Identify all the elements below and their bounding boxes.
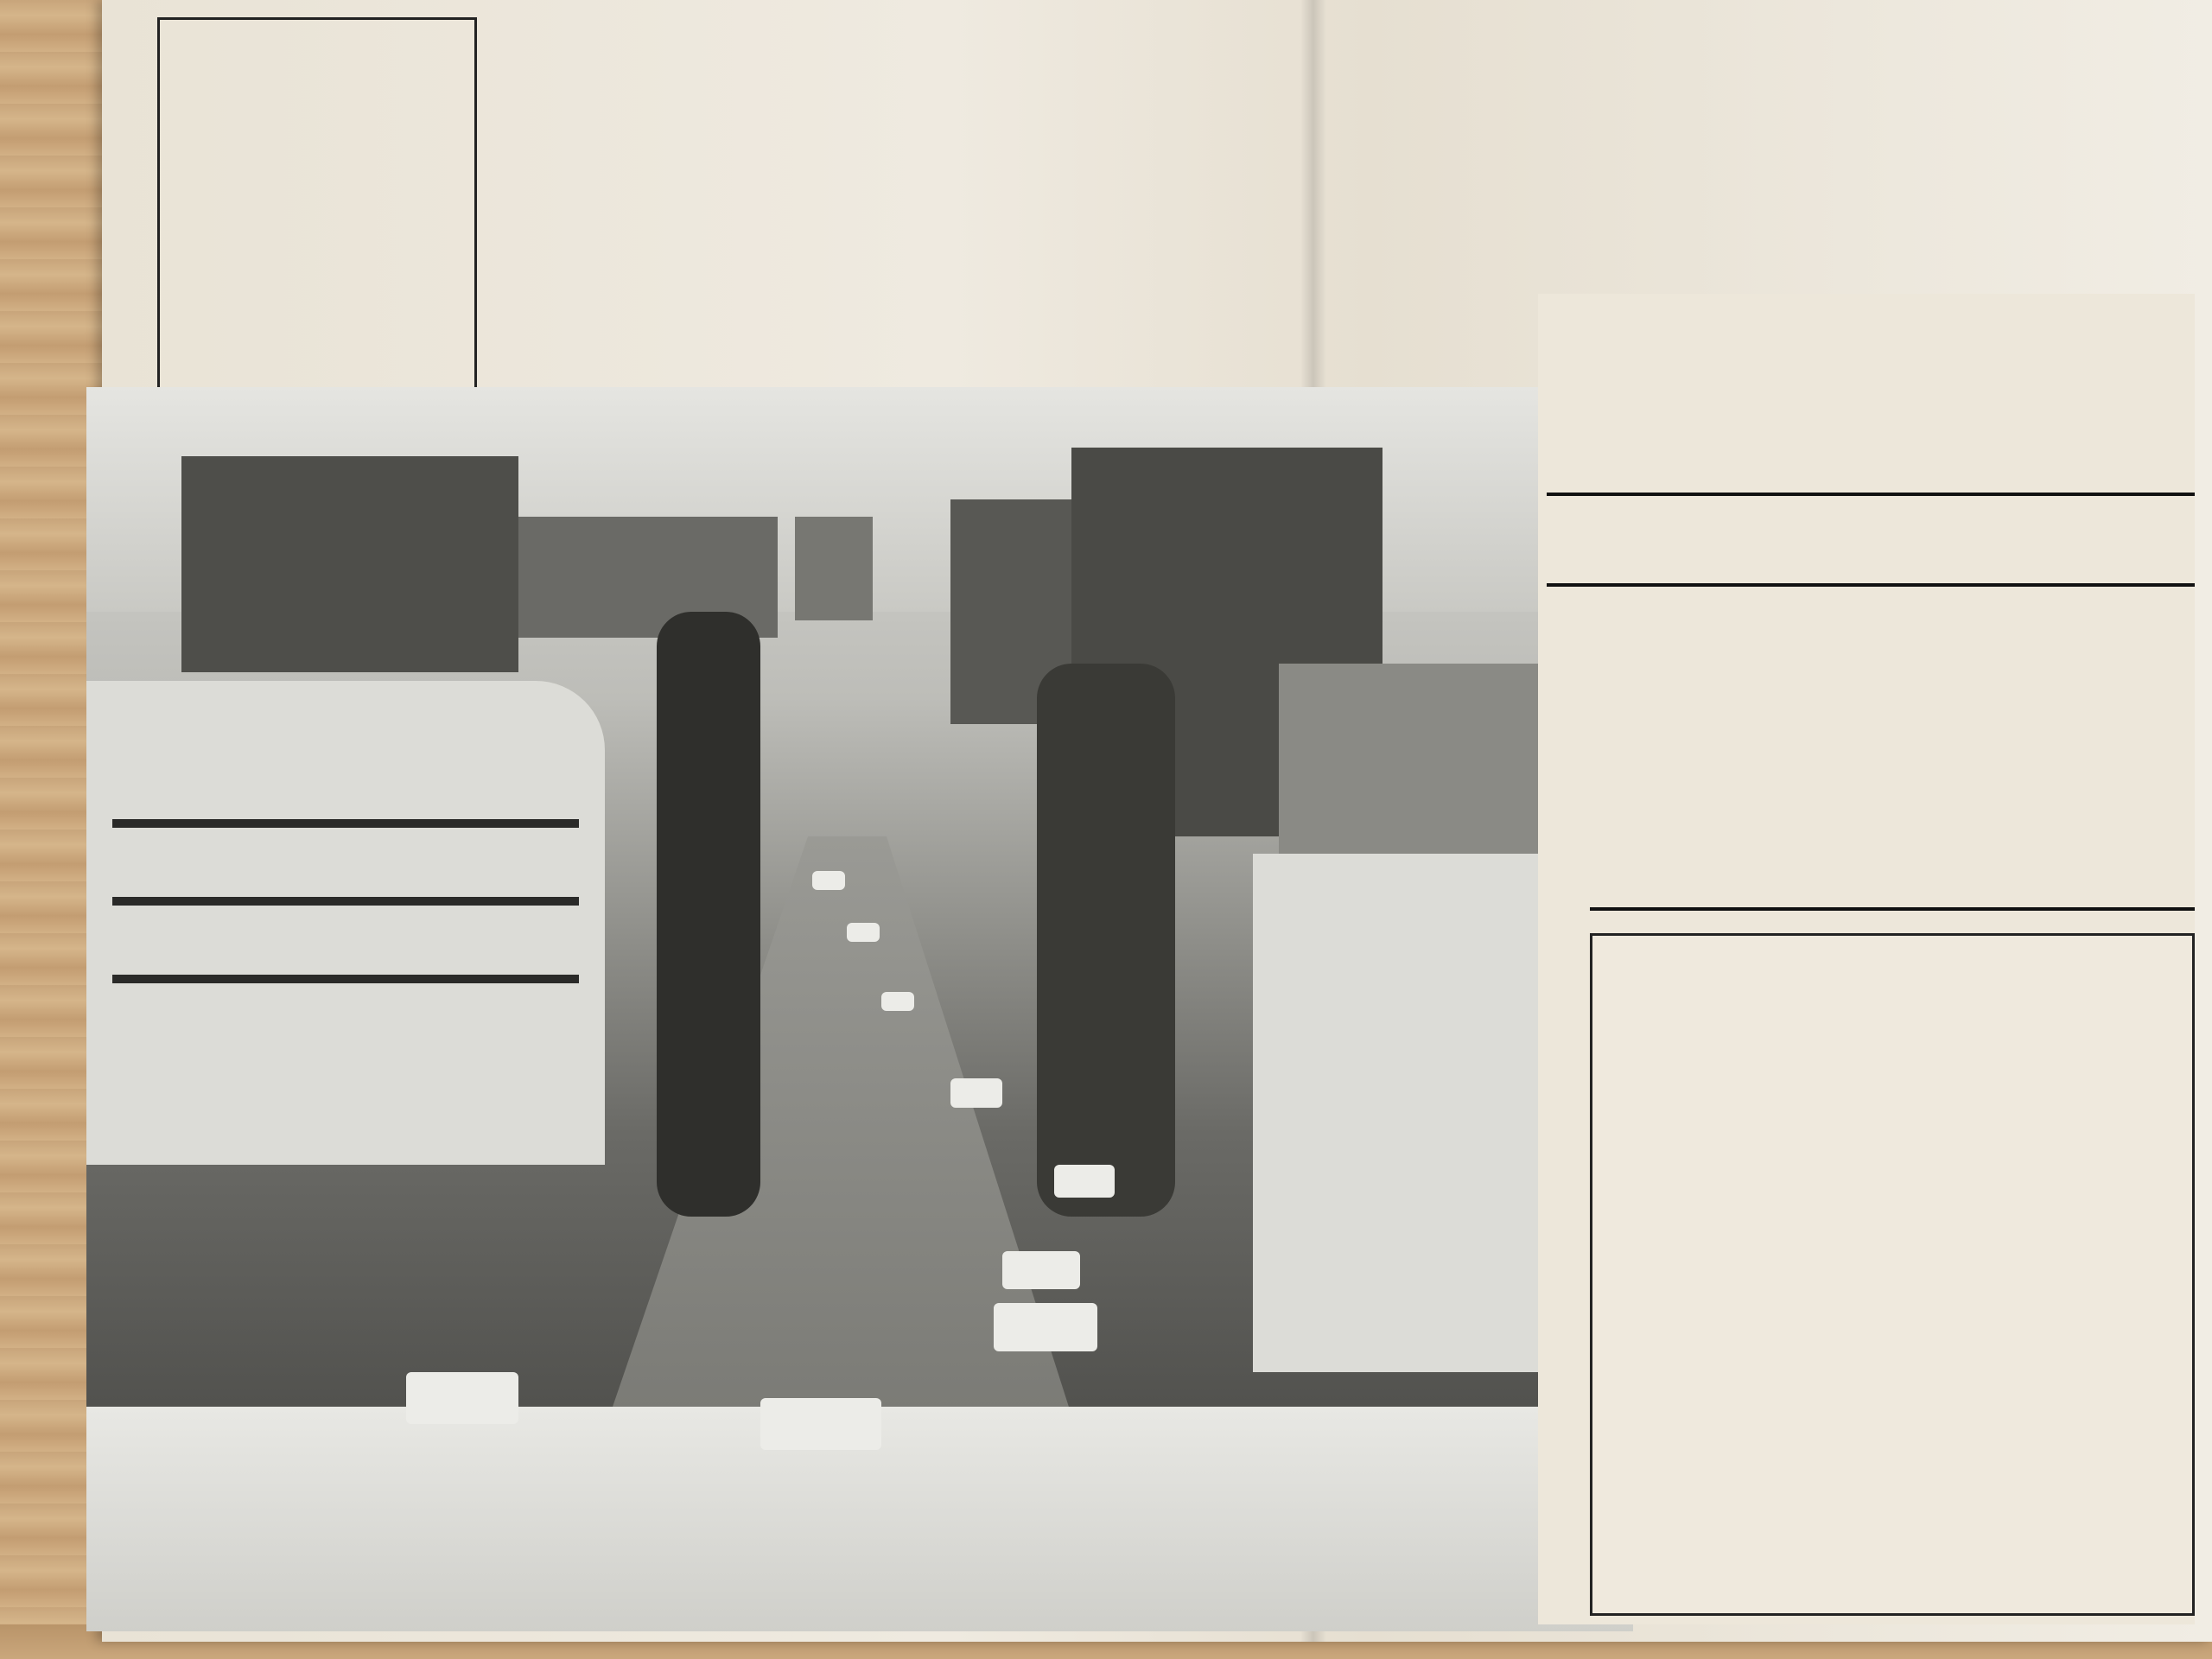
photo-car <box>881 992 914 1011</box>
photo-car <box>994 1303 1097 1351</box>
photo-car <box>950 1078 1002 1108</box>
photo-tree <box>657 612 760 1217</box>
photo-window <box>112 897 579 906</box>
side-teaser-box <box>157 17 477 397</box>
photo-window <box>112 819 579 828</box>
photo-car <box>847 923 880 942</box>
photo-car <box>1002 1251 1080 1289</box>
photo-building <box>181 456 518 672</box>
photo-tree <box>1037 664 1175 1217</box>
street-photo <box>86 387 1633 1631</box>
photo-car <box>812 871 845 890</box>
photo-car <box>760 1398 881 1450</box>
photo-building <box>795 517 873 620</box>
divider-rule <box>1547 583 2195 587</box>
photo-building <box>86 681 605 1165</box>
photo-car <box>406 1372 518 1424</box>
article-body <box>1599 942 2186 1607</box>
photo-car <box>1054 1165 1115 1198</box>
divider-rule <box>1590 907 2195 911</box>
photo-window <box>112 975 579 983</box>
divider-rule <box>1547 493 2195 496</box>
